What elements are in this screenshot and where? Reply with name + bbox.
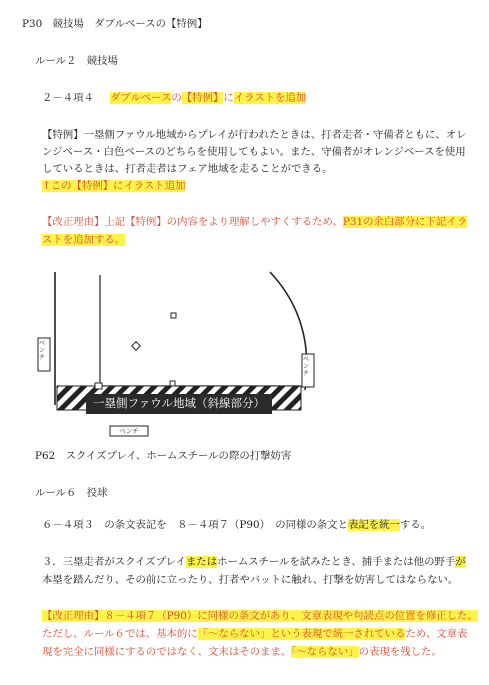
special-body-line: ンジベース・白色ベースのどちらを使用してもよい。また、守備者がオレンジベースを使用 bbox=[42, 146, 466, 158]
change-term: ダブルベース bbox=[109, 92, 172, 104]
reason2-line: 【改正理由】８－４項７（P90）に同様の条文があり、文章表現や句読点の位置を修正した。 bbox=[42, 610, 478, 622]
reason-line: ストを追加する。 bbox=[42, 234, 126, 246]
pitcher-plate bbox=[132, 342, 140, 350]
right-fence-arc bbox=[270, 272, 307, 390]
change-action: イラストを追加 bbox=[233, 92, 307, 104]
double-base bbox=[95, 383, 102, 389]
caption: P62 スクイズプレイ、ホームスチールの際の打撃妨害 bbox=[35, 450, 292, 462]
arrow-note: ↑この【特例】にイラスト追加 bbox=[42, 180, 186, 192]
bench-right-label: ベンチ bbox=[303, 356, 310, 377]
page-heading: P30 競技場 ダブルベースの【特例】 bbox=[22, 18, 208, 30]
rule-body-line: ３．三塁走者がスクイズプレイまたはホームスチールを試みたとき、捕手または他の野手が bbox=[42, 556, 466, 568]
home-plate bbox=[170, 381, 175, 386]
section1-heading: ルール２ 競技場 bbox=[35, 55, 118, 67]
bench-left-label: ベンチ bbox=[39, 340, 46, 361]
bench-bottom-label: ベンチ bbox=[119, 427, 139, 435]
reason2-line: ただし、ルール６では、基本的に「～ならない」という表現で統一されているため、文章表 bbox=[42, 628, 468, 640]
special-body-line: しているときは、打者走者はフェア地域を走ることができる。 bbox=[42, 163, 333, 175]
section2-heading: ルール６ 投球 bbox=[35, 487, 108, 499]
second-base bbox=[171, 313, 176, 318]
zone-label: 一塁側ファウル地域（斜線部分） bbox=[93, 396, 265, 410]
change-particle: の bbox=[171, 92, 182, 104]
change-special: 【特例】 bbox=[181, 92, 224, 104]
special-body-line: 【特例】一塁側ファウル地域からプレイが行われたときは、打者走者・守備者ともに、オレ bbox=[42, 129, 467, 141]
rule-body-line: 本塁を踏んだり、その前に立ったり、打者やバットに触れ、打撃を妨害してはならない。 bbox=[42, 574, 459, 586]
rule-ref: ２－４項４ bbox=[42, 92, 94, 104]
reason-line: 【改正理由】上記【特例】の内容をより理解しやすくするため、P31の余白部分に下記イラ bbox=[42, 216, 468, 228]
change-particle2: に bbox=[223, 92, 234, 104]
ref-line: ６－４項３ の条文表記を ８－４項７（P90） の同様の条文と表記を統一する。 bbox=[42, 519, 432, 531]
reason2-line: 現を完全に同様にするのではなく、文末はそのまま、「～ならない」の表現を残した。 bbox=[42, 646, 442, 658]
